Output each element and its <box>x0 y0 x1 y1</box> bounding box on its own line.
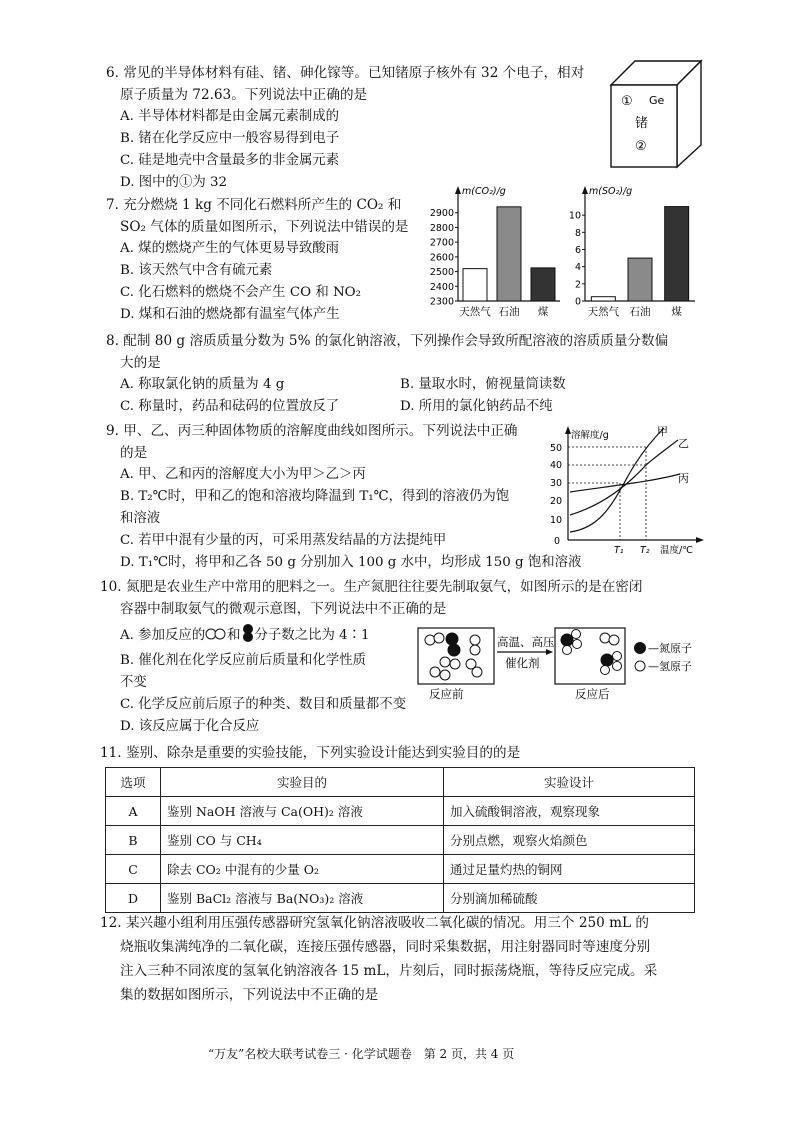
q12-line3: 注入三种不同浓度的氢氧化钠溶液各 15 mL，片刻后，同时振荡烧瓶，等待反应完成。采 <box>120 963 658 979</box>
q9-option-a: A. 甲、乙和丙的溶解度大小为甲＞乙＞丙 <box>120 467 366 482</box>
q9-stem-line1: 9. 甲、乙、丙三种固体物质的溶解度曲线如图所示。下列说法中正确 <box>106 423 518 439</box>
y-tick-label: 10 <box>568 210 581 222</box>
legend-hydrogen: —氢原子 <box>648 660 692 673</box>
cell-option: D <box>106 884 161 913</box>
page-footer: “万友”名校大联考试卷三 · 化学试题卷 第 2 页，共 4 页 <box>208 1047 515 1061</box>
bar <box>665 207 689 301</box>
table-row <box>106 797 695 826</box>
q10-option-a-pre: A. 参加反应的 <box>120 628 206 643</box>
y-axis-label: m(CO₂)/g <box>462 186 506 197</box>
bar <box>497 207 521 301</box>
q7-stem-line1: 7. 充分燃烧 1 kg 不同化石燃料所产生的 CO₂ 和 <box>106 197 402 213</box>
q6-option-a: A. 半导体材料都是由金属元素制成的 <box>120 109 340 124</box>
cell-purpose: 鉴别 NaOH 溶液与 Ca(OH)₂ 溶液 <box>161 797 444 826</box>
q12-line2: 烧瓶收集满纯净的二氧化碳，连接压强传感器，同时采集数据，用注射器同时等速度分别 <box>120 939 651 955</box>
cell-design: 通过足量灼热的铜网 <box>444 855 695 884</box>
tick-20: 20 <box>550 496 563 507</box>
x-category-label: 石油 <box>629 306 651 318</box>
q10-option-b-line2: 不变 <box>120 675 147 690</box>
y-tick-label: 2300 <box>429 296 454 308</box>
tick-30: 30 <box>550 478 563 489</box>
h2-molecule-icon <box>205 628 227 640</box>
condition-temp-pressure: 高温、高压 <box>497 635 555 649</box>
cell-design: 分别滴加稀硫酸 <box>444 884 695 913</box>
x-category-label: 煤 <box>537 306 549 318</box>
x-category-label: 煤 <box>671 306 682 318</box>
q6-option-d: D. 图中的①为 32 <box>120 175 228 190</box>
y-tick-label: 6 <box>574 245 581 256</box>
so2-bar-chart <box>565 175 700 325</box>
y-tick-label: 2900 <box>429 208 454 220</box>
q6-stem-line2: 原子质量为 72.63。下列说法中正确的是 <box>120 87 368 103</box>
cube-label-2: ② <box>635 139 647 154</box>
y-tick-label: 2 <box>574 279 581 291</box>
y-tick-label: 8 <box>574 227 581 239</box>
q10-option-d: D. 该反应属于化合反应 <box>120 719 260 734</box>
cell-option: A <box>106 797 161 826</box>
q9-option-b-line2: 和溶液 <box>120 511 161 526</box>
x-tick-t1: T₁ <box>614 545 624 556</box>
header-purpose: 实验目的 <box>161 768 444 797</box>
x-tick-t2: T₂ <box>640 545 650 556</box>
q10-option-c: C. 化学反应前后原子的种类、数目和质量都不变 <box>120 697 407 712</box>
bar <box>591 297 615 301</box>
tick-50: 50 <box>550 443 563 454</box>
q7-option-b: B. 该天然气中含有硫元素 <box>120 263 273 278</box>
solubility-curve-chart <box>540 420 705 560</box>
q8-option-d: D. 所用的氯化钠药品不纯 <box>400 399 553 414</box>
q8-option-b: B. 量取水时，俯视量筒读数 <box>400 377 566 392</box>
x-axis-label: 温度/℃ <box>660 545 693 556</box>
cube-label-1: ① <box>621 94 633 109</box>
origin-label: 0 <box>554 536 561 547</box>
cell-purpose: 鉴别 BaCl₂ 溶液与 Ba(NO₃)₂ 溶液 <box>161 884 444 913</box>
q10-option-a-post: 分子数之比为 4∶1 <box>254 628 370 643</box>
y-tick-label: 2600 <box>429 252 454 264</box>
table-row <box>106 855 695 884</box>
cell-design: 分别点燃，观察火焰颜色 <box>444 826 695 855</box>
element-cube-figure <box>605 55 705 170</box>
q8-option-c: C. 称量时，药品和砝码的位置放反了 <box>120 399 340 414</box>
q7-stem-line2: SO₂ 气体的质量如图所示，下列说法中错误的是 <box>120 219 409 235</box>
x-category-label: 天然气 <box>587 306 620 318</box>
bar <box>628 258 652 301</box>
after-label: 反应后 <box>575 687 610 701</box>
curve-bing <box>570 474 680 492</box>
y-axis-arrow <box>455 186 461 194</box>
q7-option-d: D. 煤和石油的燃烧都有温室气体产生 <box>120 307 340 322</box>
co2-bar-chart <box>420 175 565 325</box>
y-axis-label: 溶解度/g <box>571 430 609 441</box>
q10-stem-line2: 容器中制取氨气的微观示意图，下列说法中不正确的是 <box>120 601 447 617</box>
y-tick-label: 2500 <box>429 267 454 279</box>
table-header-row <box>106 768 695 797</box>
q12-line4: 集的数据如图所示，下列说法中不正确的是 <box>120 987 379 1003</box>
q9-stem-line2: 的是 <box>120 445 148 461</box>
n2-molecule-icon <box>241 624 255 642</box>
q11-table <box>105 767 695 913</box>
hydrogen-legend-icon <box>635 661 645 671</box>
cell-purpose: 鉴别 CO 与 CH₄ <box>161 826 444 855</box>
y-axis-label: m(SO₂)/g <box>589 186 633 197</box>
header-design: 实验设计 <box>444 768 695 797</box>
y-tick-label: 2800 <box>429 222 454 234</box>
y-tick-label: 2400 <box>429 281 454 293</box>
cell-option: C <box>106 855 161 884</box>
q10-option-b-line1: B. 催化剂在化学反应前后质量和化学性质 <box>120 653 366 668</box>
x-category-label: 石油 <box>498 306 520 318</box>
bar <box>463 269 487 301</box>
q11-stem: 11. 鉴别、除杂是重要的实验技能，下列实验设计能达到实验目的的是 <box>100 745 521 761</box>
reaction-diagram <box>415 620 705 702</box>
label-jia: 甲 <box>657 425 668 438</box>
cube-symbol: Ge <box>649 94 665 107</box>
legend-nitrogen: —氮原子 <box>648 642 692 655</box>
y-tick-label: 0 <box>574 296 581 308</box>
header-option: 选项 <box>106 768 161 797</box>
tick-10: 10 <box>550 515 563 526</box>
q9-option-d: D. T₁℃时，将甲和乙各 50 g 分别加入 100 g 水中，均形成 150 g 饱和溶液 <box>120 555 582 570</box>
q10-option-a-mid: 和 <box>227 628 241 643</box>
q8-option-a: A. 称取氯化钠的质量为 4 g <box>120 377 285 392</box>
q7-option-a: A. 煤的燃烧产生的气体更易导致酸雨 <box>120 241 340 256</box>
q6-option-c: C. 硅是地壳中含量最多的非金属元素 <box>120 153 340 168</box>
y-axis-arrow <box>582 186 588 194</box>
q12-line1: 12. 某兴趣小组利用压强传感器研究氢氧化钠溶液吸收二氧化碳的情况。用三个 250 mL 的 <box>100 915 649 931</box>
q9-option-b-line1: B. T₂℃时，甲和乙的饱和溶液均降温到 T₁℃，得到的溶液仍为饱 <box>120 489 510 504</box>
q10-stem-line1: 10. 氮肥是农业生产中常用的肥料之一。生产氮肥往往要先制取氨气，如图所示的是在密闭 <box>100 579 643 595</box>
table-row <box>106 826 695 855</box>
q6-stem-line1: 6. 常见的半导体材料有硅、锗、砷化镓等。已知锗原子核外有 32 个电子，相对 <box>106 65 585 81</box>
tick-40: 40 <box>550 460 563 471</box>
label-bing: 丙 <box>678 472 689 485</box>
y-tick-label: 2700 <box>429 237 454 249</box>
q8-stem-line2: 大的是 <box>120 355 161 371</box>
x-category-label: 天然气 <box>459 306 491 318</box>
q6-option-b: B. 锗在化学反应中一般容易得到电子 <box>120 131 340 146</box>
q9-option-c: C. 若甲中混有少量的丙，可采用蒸发结晶的方法提纯甲 <box>120 533 447 548</box>
q8-stem-line1: 8. 配制 80 g 溶质质量分数为 5% 的氯化钠溶液，下列操作会导致所配溶液的溶质质量分数偏 <box>106 333 669 349</box>
q10-option-a <box>120 624 370 647</box>
cell-purpose: 除去 CO₂ 中混有的少量 O₂ <box>161 855 444 884</box>
cell-option: B <box>106 826 161 855</box>
q7-option-c: C. 化石燃料的燃烧不会产生 CO 和 NO₂ <box>120 285 362 300</box>
before-label: 反应前 <box>429 687 464 701</box>
cube-name: 锗 <box>635 116 649 131</box>
y-tick-label: 4 <box>574 262 581 274</box>
condition-catalyst: 催化剂 <box>505 656 540 670</box>
nitrogen-legend-icon <box>634 642 646 654</box>
cell-design: 加入硫酸铜溶液，观察现象 <box>444 797 695 826</box>
table-row <box>106 884 695 913</box>
label-yi: 乙 <box>678 437 689 450</box>
bar <box>531 268 555 301</box>
